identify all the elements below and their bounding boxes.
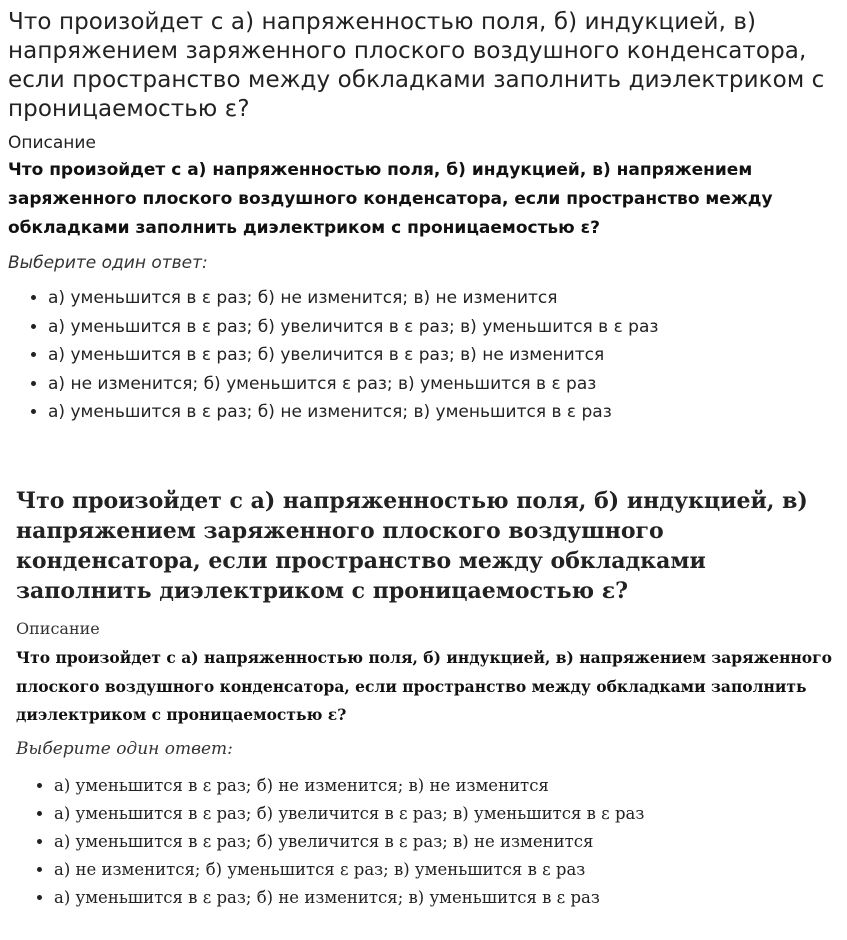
description-label: Описание: [16, 619, 100, 638]
answer-option-1[interactable]: • а) уменьшится в ε раз; б) не изменится; в) не изменится: [54, 772, 847, 800]
answer-option-5[interactable]: • а) уменьшится в ε раз; б) не изменится; в) уменьшится в ε раз: [54, 884, 847, 912]
description-label: Описание: [8, 133, 96, 153]
answer-option-2[interactable]: • а) уменьшится в ε раз; б) увеличится в ε раз; в) уменьшится в ε раз: [54, 800, 847, 828]
answer-option-4[interactable]: • а) не изменится; б) уменьшится ε раз; в) уменьшится в ε раз: [54, 856, 847, 884]
answer-option-4[interactable]: • а) не изменится; б) уменьшится ε раз; в) уменьшится в ε раз: [48, 370, 847, 399]
answer-option-3[interactable]: • а) уменьшится в ε раз; б) увеличится в ε раз; в) не изменится: [48, 341, 847, 370]
answer-option-5[interactable]: • а) уменьшится в ε раз; б) не изменится; в) уменьшится в ε раз: [48, 398, 847, 427]
question-title: Что произойдет с а) напряженностью поля, б) индукцией, в) напряжением заряженного плоского воздушного конденсатора, если пространство между обкладками заполнить диэлектриком с проницаемостью ε?: [16, 488, 808, 604]
description-text: Что произойдет с а) напряженностью поля, б) индукцией, в) напряжением заряженного плоского воздушного конденсатора, если пространство между обкладками заполнить диэлектриком с проницаемостью ε?: [8, 160, 773, 238]
answer-option-2[interactable]: • а) уменьшится в ε раз; б) увеличится в ε раз; в) уменьшится в ε раз: [48, 313, 847, 342]
question-block-sans: [0, 0, 847, 427]
question-block-serif: [0, 486, 847, 912]
answer-prompt: Выберите один ответ:: [8, 253, 208, 273]
answer-list: [0, 772, 847, 912]
answer-prompt: Выберите один ответ:: [16, 738, 233, 759]
description-text: Что произойдет с а) напряженностью поля, б) индукцией, в) напряжением заряженного плоского воздушного конденсатора, если пространство между обкладками заполнить диэлектриком с проницаемостью ε?: [16, 648, 832, 724]
question-title: Что произойдет с а) напряженностью поля, б) индукцией, в) напряжением заряженного плоского воздушного конденсатора, если пространство между обкладками заполнить диэлектриком с проницаемостью ε?: [8, 9, 825, 122]
answer-option-1[interactable]: • а) уменьшится в ε раз; б) не изменится; в) не изменится: [48, 284, 847, 313]
answer-list: [0, 284, 847, 427]
answer-option-3[interactable]: • а) уменьшится в ε раз; б) увеличится в ε раз; в) не изменится: [54, 828, 847, 856]
